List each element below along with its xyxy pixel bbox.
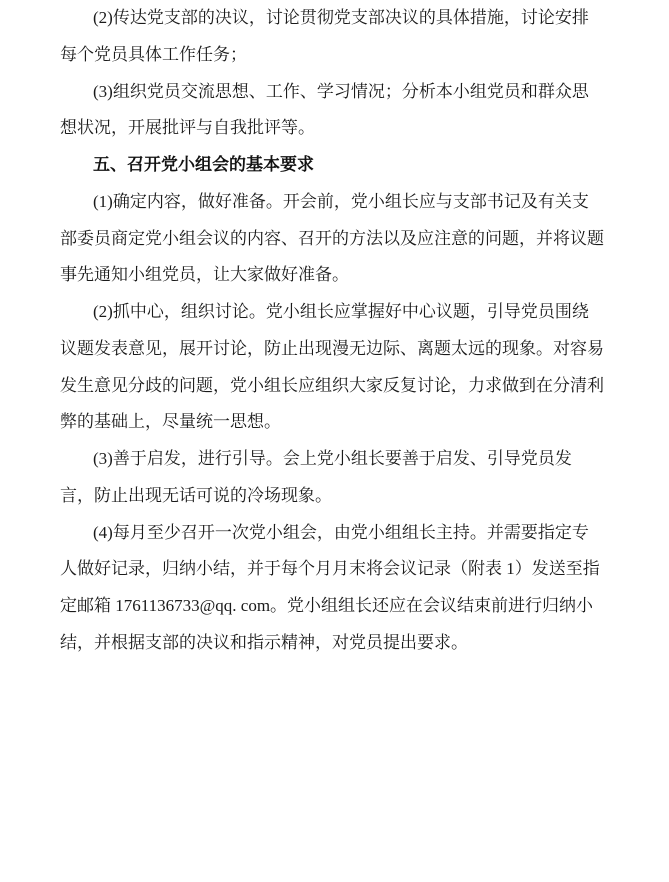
paragraph-line: 部委员商定党小组会议的内容、召开的方法以及应注意的问题，并将议题: [60, 228, 604, 248]
section-heading: 五、召开党小组会的基本要求: [93, 155, 314, 174]
paragraph-line: 弊的基础上，尽量统一思想。: [60, 412, 281, 432]
paragraph: [60, 294, 625, 441]
paragraph-line: 人做好记录，归纳小结，并于每个月月末将会议记录（附表 1）发送至指: [60, 559, 600, 579]
paragraph-line: (3)组织党员交流思想、工作、学习情况；分析本小组党员和群众思: [93, 81, 589, 101]
paragraph-line: 每个党员具体工作任务；: [60, 44, 247, 64]
paragraph: [60, 184, 625, 294]
paragraph-line: 定邮箱 1761136733@qq. com。党小组组长还应在会议结束前进行归纳小: [60, 596, 594, 615]
paragraph: [60, 74, 625, 148]
paragraph-line: 结，并根据支部的决议和指示精神，对党员提出要求。: [60, 632, 468, 652]
paragraph: [60, 441, 625, 515]
paragraph: [60, 0, 625, 74]
paragraph-line: 想状况，开展批评与自我批评等。: [60, 118, 315, 138]
paragraph-line: (4)每月至少召开一次党小组会，由党小组组长主持。并需要指定专: [93, 522, 589, 542]
paragraph: [60, 515, 625, 662]
paragraph-line: 议题发表意见，展开讨论，防止出现漫无边际、离题太远的现象。对容易: [60, 338, 604, 358]
paragraph-line: 事先通知小组党员，让大家做好准备。: [60, 265, 349, 285]
paragraph-line: (1)确定内容，做好准备。开会前，党小组长应与支部书记及有关支: [93, 191, 589, 211]
paragraph-line: (2)抓中心，组织讨论。党小组长应掌握好中心议题，引导党员围绕: [93, 302, 589, 321]
paragraph-line: 言，防止出现无话可说的冷场现象。: [60, 485, 332, 505]
paragraph-line: (2)传达党支部的决议，讨论贯彻党支部决议的具体措施，讨论安排: [93, 8, 589, 27]
paragraph-line: 发生意见分歧的问题，党小组长应组织大家反复讨论，力求做到在分清利: [60, 375, 604, 395]
paragraph-line: (3)善于启发，进行引导。会上党小组长要善于启发、引导党员发: [93, 449, 572, 468]
